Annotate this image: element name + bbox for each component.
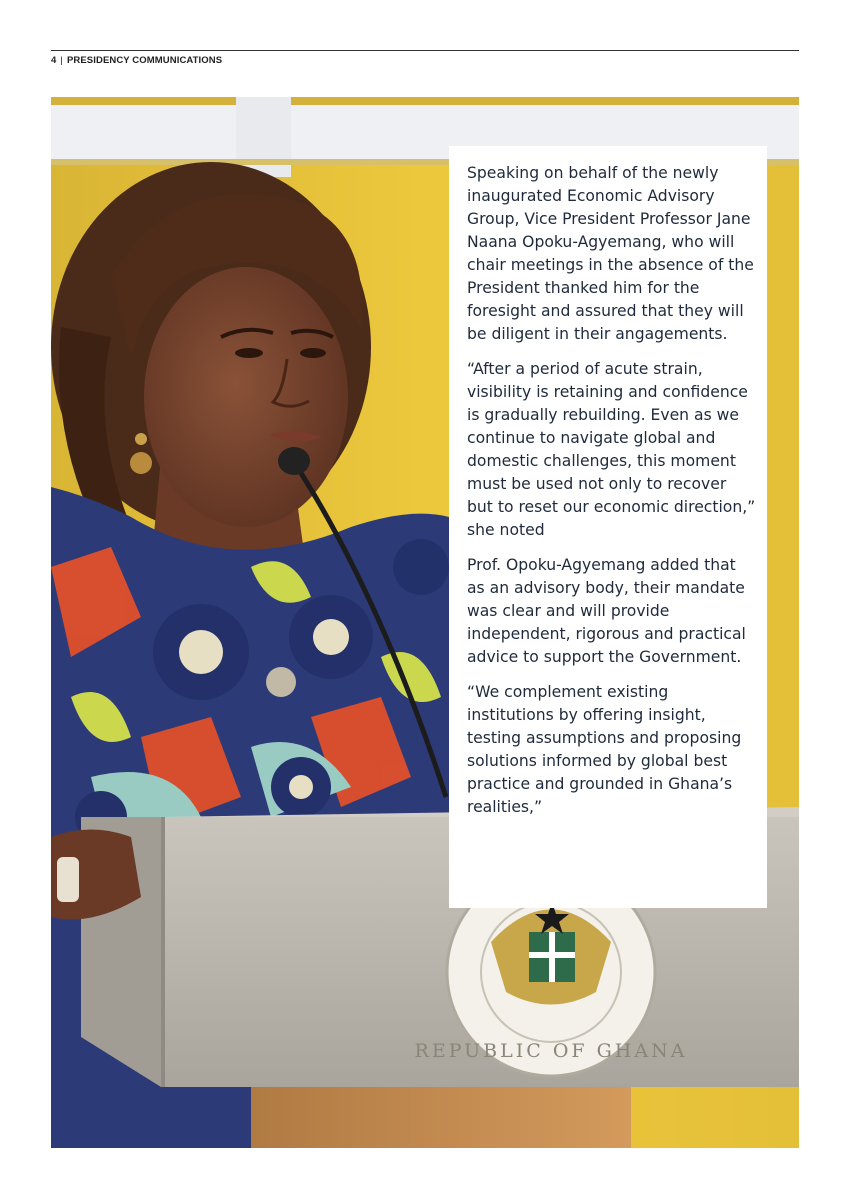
article-text-box (449, 146, 767, 908)
article-paragraph-1: Speaking on behalf of the newly inaugurated Economic Advisory Group, Vice President Professor Jane Naana Opoku-Agyemang, who will chair meetings in the absence of the President thanked him for the foresight and assured that they will be diligent in their angagements. (467, 164, 754, 343)
article-paragraph-4: “We complement existing institutions by offering insight, testing assumptions and proposing solutions informed by global best practice and grounded in Ghana’s realities,” (467, 683, 742, 816)
article-paragraph-3: Prof. Opoku-Agyemang added that as an advisory body, their mandate was clear and will provide independent, rigorous and practical advice to support the Government. (467, 556, 746, 666)
page-header (51, 55, 222, 66)
article-paragraph-2: “After a period of acute strain, visibility is retaining and confidence is gradually rebuilding. Even as we continue to navigate global and domestic challenges, this moment must be used not only to recover but to reset our economic direction,” she noted (467, 360, 756, 539)
seal-text: REPUBLIC OF GHANA (414, 1040, 688, 1062)
header-separator: | (60, 55, 63, 66)
header-rule (51, 50, 799, 51)
section-title: PRESIDENCY COMMUNICATIONS (66, 55, 223, 66)
page-number: 4 (51, 55, 57, 66)
